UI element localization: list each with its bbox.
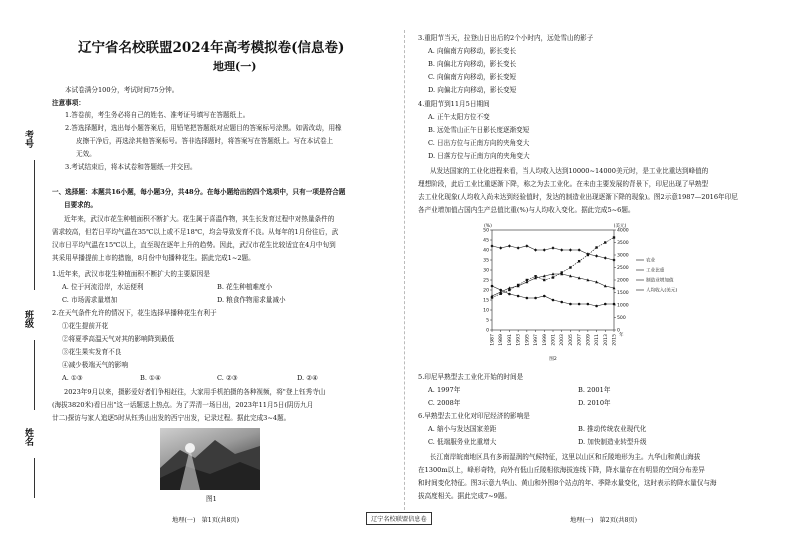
x-tick-label: 1993 [516, 334, 522, 346]
question-5-option-a: A. 1997年 [428, 386, 461, 394]
figure-2-caption: 图2 [549, 357, 557, 362]
binding-line [34, 458, 35, 498]
y-left-tick-label: 5 [486, 318, 489, 324]
question-1-option-d: D. 粮食作物需求量减小 [217, 296, 286, 304]
passage-line: 和时间变化特征。图3示意九华山、黄山和外围8个站点的年、季降水量变化，这时表示的降水量仅与海 [418, 479, 717, 487]
question-2-item: ②将夏季高温天气对其的影响降到最低 [62, 335, 175, 343]
question-2-stem: 2.在天气条件允许的情况下，花生选择早播种花生有利于 [52, 309, 217, 317]
question-1-option-c: C. 市场需求量增加 [62, 296, 118, 304]
notice-line: 无效。 [76, 150, 96, 158]
passage-line: 2023年9月以来，摄影爱好者们争相赶往，大家用手机拍摄的各种视频，将"登上钰秀寺山 [64, 388, 326, 396]
question-1-option-a: A. 位于河流沿岸，水运便利 [62, 283, 144, 291]
question-4-option-d: D. 日落方位与正南方向的夹角变大 [428, 152, 530, 160]
y-left-tick-label: 40 [483, 248, 489, 254]
data-point [595, 254, 598, 257]
data-point [534, 275, 536, 277]
data-point [604, 256, 607, 259]
data-point [491, 296, 493, 298]
question-2-option-c: C. ②③ [217, 374, 238, 382]
y-right-tick-label: 0 [617, 328, 620, 334]
notice-line: 3.考试结束后，将本试卷和答题纸一并交回。 [65, 163, 197, 171]
y-right-tick-label: 2500 [617, 266, 629, 272]
passage-line: 长江南岸皖南地区具有多雨湿润的气候特征，这里以山区和丘陵地形为主。九华山和黄山海拔 [430, 453, 701, 461]
notice-line: 皮擦干净后，再选涂其他答案标号。答非选择题时，将答案写在答题纸上。写在本试卷上 [76, 137, 334, 145]
legend-label: 工业比重 [646, 268, 665, 274]
data-point [517, 246, 520, 249]
legend-label: 人均收入(美元) [646, 288, 678, 294]
passage-line: 需求较高，但若日平均气温在35℃以上或不足18℃，均会导致发育不良。从每年的1月份往后，武 [52, 228, 339, 236]
y-left-tick-label: 45 [483, 238, 489, 244]
x-tick-label: 1997 [534, 334, 540, 346]
binding-line [34, 160, 35, 290]
y-left-tick-label: 35 [483, 258, 489, 264]
y-right-axis-label: (美元) [613, 224, 627, 229]
y-left-tick-label: 10 [483, 308, 489, 314]
data-point [543, 248, 546, 251]
passage-line: 理想阶段，此后工业比重逐渐下降，称之为去工业化。在未由主要发展的背景下，印尼出现了早熟型 [418, 180, 709, 188]
footer-page-2: 地理(一) 第2页(共8页) [570, 517, 638, 524]
notice-line: 1.答卷前，考生务必将自己的姓名、准考证号填写在答题纸上。 [65, 111, 250, 119]
question-3-option-b: B. 向偏北方向移动，影长变长 [428, 60, 517, 68]
x-tick-label: 1987 [490, 334, 496, 346]
section-heading: 目要求的。 [64, 201, 97, 209]
passage-line: 各产业增加值占国内生产总值比重(%)与人均收入变化。据此完成5~6题。 [418, 206, 635, 214]
data-point [587, 303, 590, 306]
x-tick-label: 2001 [551, 334, 557, 346]
question-6-option-d: D. 加快制造业转型升级 [578, 438, 647, 446]
data-point [612, 258, 615, 261]
y-right-tick-label: 1500 [617, 291, 629, 297]
x-tick-label: 2011 [595, 334, 601, 346]
data-point [508, 244, 511, 247]
x-tick-label: 1989 [499, 334, 505, 346]
passage-line: 在1300m以上，峰形奇特，向外有低山丘陵相依海拔连线下降，降水量存在有明显的空间分布差异 [418, 466, 705, 474]
data-point [569, 266, 571, 268]
data-point [569, 303, 572, 306]
y-right-tick-label: 500 [617, 316, 626, 322]
data-point [534, 248, 537, 251]
question-5-stem: 5.印尼早熟型去工业化开始的时间是 [418, 373, 524, 381]
y-left-tick-label: 30 [483, 268, 489, 274]
question-6-option-b: B. 推动传统农业现代化 [578, 425, 647, 433]
legend-label: 农业 [646, 258, 656, 264]
data-point [508, 289, 510, 291]
question-1-option-b: B. 花生种植难度小 [217, 283, 273, 291]
legend-label: 制造业增加值 [646, 278, 674, 284]
data-point [500, 293, 502, 295]
exam-title: 辽宁省名校联盟2024年高考模拟卷(信息卷) [78, 40, 345, 56]
question-3-option-d: D. 向偏北方向移动，影长变短 [428, 86, 517, 94]
question-2-item: ③花生果实发育不良 [62, 348, 122, 356]
question-2-option-d: D. ②④ [297, 374, 319, 382]
data-point [543, 279, 545, 281]
passage-line: 去工业化现象(人均收入尚未达到经验值时，发达的制造业出现逐渐下降的现象)。图2示意1987—2016年印尼 [418, 193, 738, 201]
data-point [551, 246, 554, 249]
x-tick-label: 2013 [603, 334, 609, 346]
question-3-stem: 3.重阳节当天，拉登山日出后的2个小时内，远处雪山的影子 [418, 34, 594, 42]
exam-subtitle: 地理(一) [213, 60, 257, 73]
data-point [560, 248, 563, 251]
passage-line: 近年来，武汉市花生种植面积不断扩大。花生属于喜温作物，其生长发育过程中对热量条件的 [64, 215, 335, 223]
y-left-axis-label: (%) [484, 224, 492, 229]
data-point [490, 244, 493, 247]
question-4-option-b: B. 远处雪山正午日影长度逐渐变短 [428, 126, 530, 134]
question-3-option-a: A. 向偏南方向移动，影长变长 [428, 47, 517, 55]
side-label-name: 姓名 [23, 428, 33, 446]
data-point [508, 293, 511, 296]
data-point [578, 248, 581, 251]
data-point [578, 303, 581, 306]
y-right-tick-label: 4000 [617, 228, 629, 234]
data-point [604, 303, 607, 306]
y-right-tick-label: 2000 [617, 278, 629, 284]
passage-line: 汉市日平均气温在15℃以上，直至现在逐年上升的趋势。因此，武汉市花生比较适宜在4月中旬到 [52, 241, 336, 249]
y-left-tick-label: 50 [483, 228, 489, 234]
question-5-option-c: C. 2008年 [428, 399, 461, 407]
question-6-option-c: C. 低端服务业比重增大 [428, 438, 497, 446]
question-6-option-a: A. 缩小与发达国家差距 [428, 425, 497, 433]
data-point [587, 254, 589, 256]
question-4-stem: 4.重阳节到11月5日期间 [418, 100, 490, 108]
footer-center-label: 辽宁名校联盟信息卷 [366, 512, 432, 525]
y-right-tick-label: 1000 [617, 303, 629, 309]
x-tick-label: 2015 [612, 334, 618, 346]
data-point [543, 295, 546, 298]
passage-line: 其采用早播提前上市的措施，8月份中旬播种花生。据此完成1~2题。 [52, 254, 255, 262]
data-point [578, 260, 580, 262]
y-left-tick-label: 20 [483, 288, 489, 294]
side-label-exam-number: 考号 [23, 130, 33, 148]
data-point [560, 301, 563, 304]
mountain-sunrise-photo [160, 428, 260, 490]
data-point [552, 299, 555, 302]
data-point [526, 279, 528, 281]
x-tick-label: 1991 [507, 334, 513, 346]
x-axis-label: 年 [619, 333, 624, 338]
question-2-option-b: B. ①④ [140, 374, 161, 382]
question-5-option-b: B. 2001年 [578, 386, 611, 394]
question-2-item: ④减少极端天气的影响 [62, 361, 128, 369]
question-4-option-a: A. 正午太阳方位不变 [428, 113, 490, 121]
question-1-stem: 1.近年来，武汉市花生种植面积不断扩大的主要原因是 [52, 270, 210, 278]
data-point [526, 297, 529, 300]
page-divider [404, 30, 405, 510]
data-point [595, 246, 597, 248]
data-point [517, 284, 519, 286]
y-right-tick-label: 3500 [617, 241, 629, 247]
question-2-item: ①花生提前开花 [62, 322, 109, 330]
notice-title: 注意事项： [52, 99, 85, 107]
x-tick-label: 2003 [560, 334, 566, 346]
side-label-class: 班级 [23, 310, 33, 328]
notice-line: 2.答选择题时，选出每小题答案后，用铅笔把答题纸对应题目的答案标号涂黑。如需改动，用橡 [65, 124, 342, 132]
y-right-tick-label: 3000 [617, 253, 629, 259]
x-tick-label: 2007 [577, 334, 583, 346]
data-point [561, 271, 563, 273]
data-point [552, 276, 554, 278]
question-6-stem: 6.早熟型去工业化对印尼经济的影响是 [418, 412, 530, 420]
y-left-tick-label: 15 [483, 298, 489, 304]
passage-line: (海拔3820米)看日出"这一话题送上热点。为了弄清一场日出，2023年11月5日(阴历九月 [52, 401, 314, 409]
data-point [534, 297, 537, 300]
intro-line: 本试卷满分100分，考试时间75分钟。 [65, 86, 179, 94]
passage-line: 从发达国家的工业化进程来看，当人均收入达到10000~14000美元时，是工业比重达到峰值的 [430, 167, 709, 175]
binding-line [34, 340, 35, 410]
data-point [525, 244, 528, 247]
passage-line: 廿二)探访与家人追逐5时从钰秀山出发的西宁出发，记录过程。据此完成3~4题。 [52, 414, 291, 422]
passage-line: 拔高度相关。据此完成7~9题。 [418, 492, 512, 500]
data-point [595, 305, 598, 308]
data-point [613, 303, 616, 306]
line-chart-figure-2 [474, 220, 678, 368]
data-point [604, 241, 606, 243]
section-heading: 一、选择题：本题共16小题，每小题3分，共48分。在每小题给出的四个选项中，只有一项是符合题 [52, 188, 346, 196]
question-5-option-d: D. 2010年 [578, 399, 611, 407]
data-point [517, 295, 520, 298]
plot-frame [492, 230, 614, 330]
y-left-tick-label: 0 [486, 328, 489, 334]
data-point [499, 246, 502, 249]
data-point [613, 236, 615, 238]
question-3-option-c: C. 向偏南方向移动，影长变短 [428, 73, 517, 81]
x-tick-label: 2009 [586, 334, 592, 346]
question-4-option-c: C. 日出方位与正南方向的夹角变大 [428, 139, 530, 147]
y-left-tick-label: 25 [483, 278, 489, 284]
data-point [569, 248, 572, 251]
data-point [491, 285, 494, 288]
question-2-option-a: A. ①③ [62, 374, 83, 382]
x-tick-label: 2005 [568, 334, 574, 346]
footer-page-1: 地理(一) 第1页(共8页) [172, 517, 240, 524]
figure-1-caption: 图1 [206, 495, 217, 503]
x-tick-label: 1999 [542, 334, 548, 346]
x-tick-label: 1995 [525, 334, 531, 346]
